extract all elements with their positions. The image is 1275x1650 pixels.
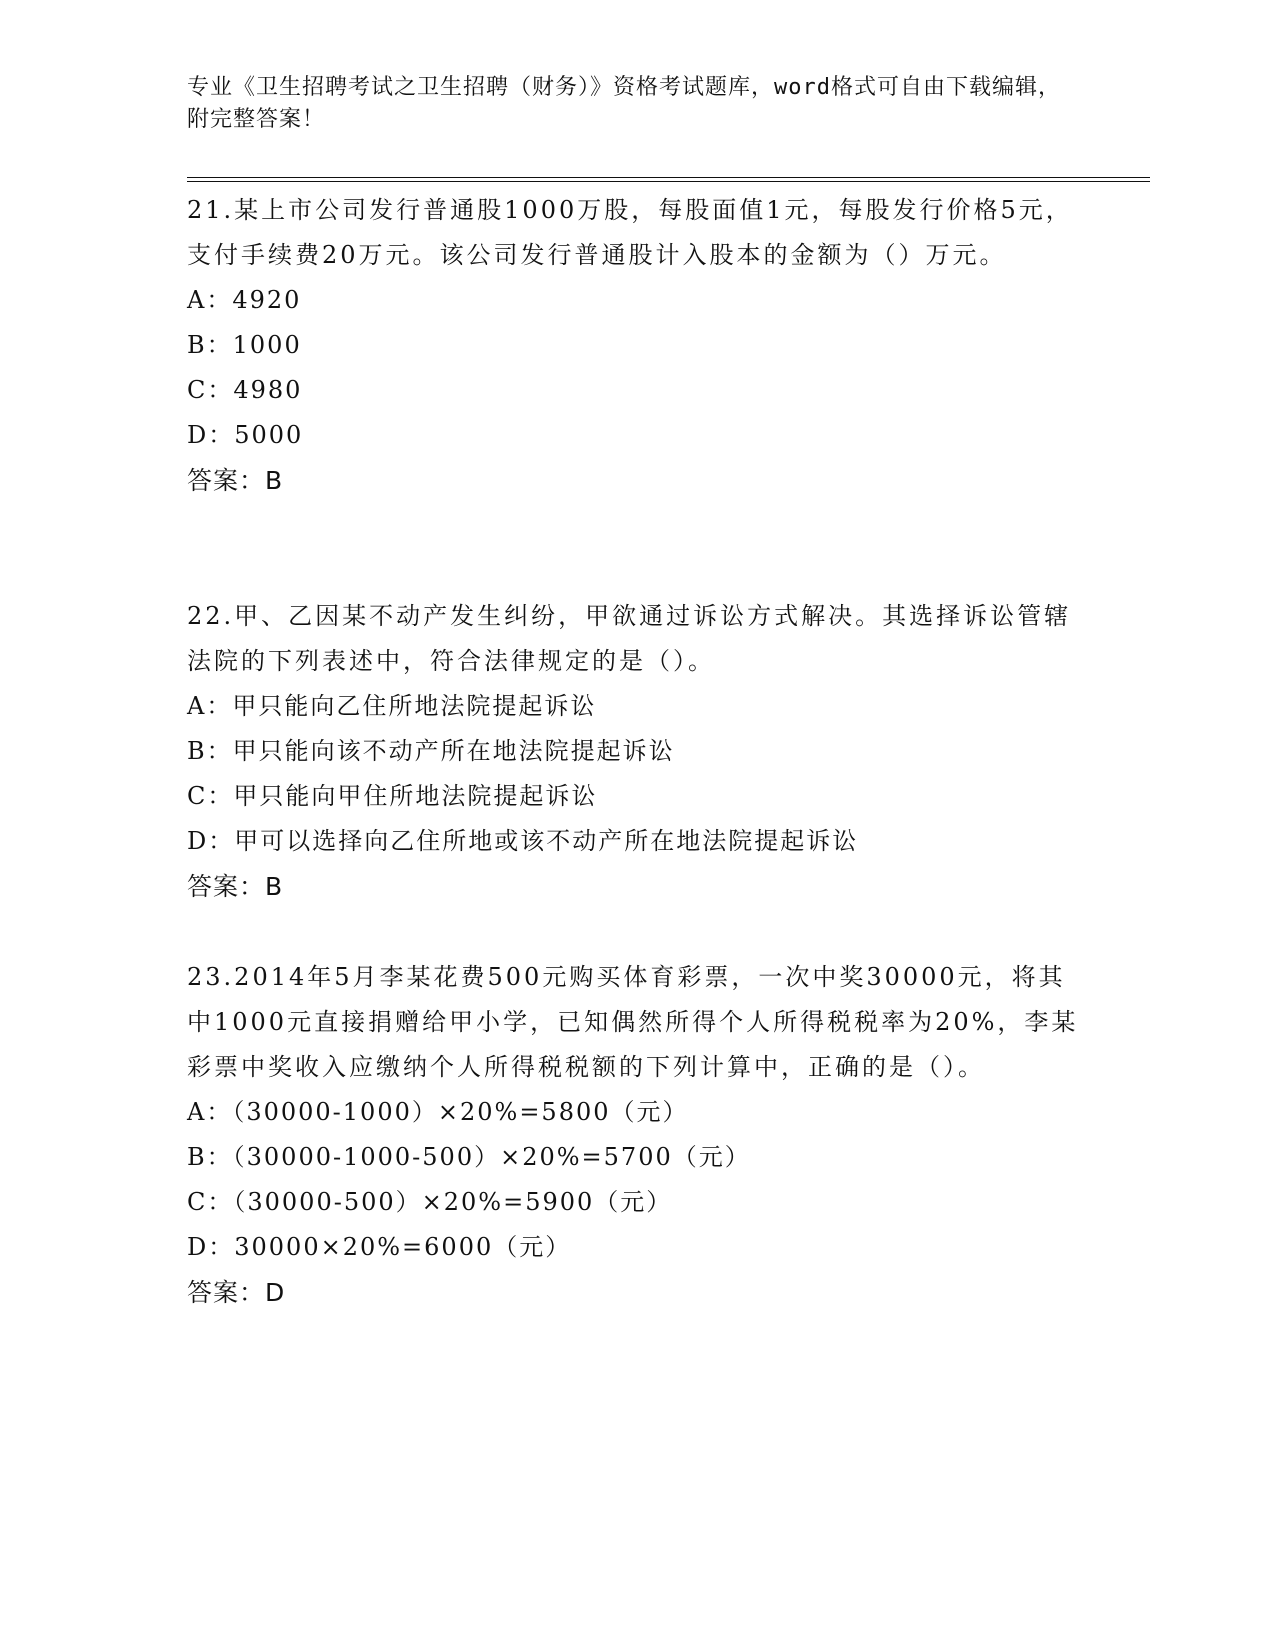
question-stem: 21.某上市公司发行普通股1000万股，每股面值1元，每股发行价格5元，支付手续费20万元。该公司发行普通股计入股本的金额为（）万元。 [187,196,1073,269]
option-c: C：（30000-500）×20%=5900（元） [187,1188,673,1216]
answer-line: 答案：D [187,1278,286,1307]
option-b: B：甲只能向该不动产所在地法院提起诉讼 [187,737,675,765]
header-divider-top [187,177,1150,178]
option-d: D：甲可以选择向乙住所地或该不动产所在地法院提起诉讼 [187,827,859,855]
answer-line: 答案：B [187,466,284,495]
intro-text: 专业《卫生招聘考试之卫生招聘（财务）》资格考试题库，word格式可自由下载编辑，附完整答案！ [187,75,1061,132]
option-a: A：4920 [187,286,302,314]
document-intro [187,72,1067,136]
question-stem: 23.2014年5月李某花费500元购买体育彩票，一次中奖30000元，将其中1000元直接捐赠给甲小学，已知偶然所得个人所得税税率为20%，李某彩票中奖收入应缴纳个人所得税税额的下列计算中，正确的是（）。 [187,963,1079,1081]
option-c: C：甲只能向甲住所地法院提起诉讼 [187,782,598,810]
option-a: A：（30000-1000）×20%=5800（元） [187,1098,689,1126]
question-22 [187,594,1087,909]
question-21 [187,188,1087,503]
question-stem: 22.甲、乙因某不动产发生纠纷，甲欲通过诉讼方式解决。其选择诉讼管辖法院的下列表述中，符合法律规定的是（）。 [187,602,1072,675]
header-divider-bottom [187,181,1150,182]
answer-line: 答案：B [187,872,284,901]
option-d: D：5000 [187,421,304,449]
question-23 [187,955,1087,1315]
option-b: B：（30000-1000-500）×20%=5700（元） [187,1143,751,1171]
option-b: B：1000 [187,331,302,359]
option-c: C：4980 [187,376,303,404]
option-d: D：30000×20%=6000（元） [187,1233,572,1261]
option-a: A：甲只能向乙住所地法院提起诉讼 [187,692,597,720]
